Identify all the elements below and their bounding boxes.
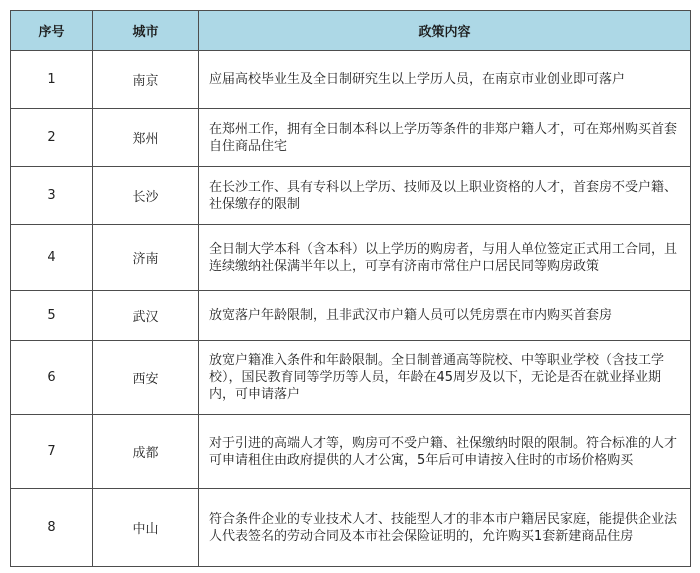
row-no: 1	[11, 51, 93, 109]
row-city: 成都	[93, 415, 199, 489]
table-row	[11, 109, 691, 167]
header-city: 城市	[93, 11, 199, 51]
row-city: 长沙	[93, 167, 199, 225]
row-no: 8	[11, 489, 93, 567]
header-policy: 政策内容	[199, 11, 691, 51]
table-row	[11, 415, 691, 489]
table-row	[11, 225, 691, 291]
row-policy: 对于引进的高端人才等，购房可不受户籍、社保缴纳时限的限制。符合标准的人才可申请租住由政府提供的人才公寓，5年后可申请按入住时的市场价格购买	[199, 415, 691, 489]
table-row	[11, 291, 691, 341]
row-no: 2	[11, 109, 93, 167]
row-policy: 放宽落户年龄限制，且非武汉市户籍人员可以凭房票在市内购买首套房	[199, 291, 691, 341]
row-policy: 放宽户籍准入条件和年龄限制。全日制普通高等院校、中等职业学校（含技工学校），国民教育同等学历等人员，年龄在45周岁及以下，无论是否在就业择业期内，可申请落户	[199, 341, 691, 415]
row-city: 中山	[93, 489, 199, 567]
row-city: 南京	[93, 51, 199, 109]
row-city: 郑州	[93, 109, 199, 167]
row-policy: 应届高校毕业生及全日制研究生以上学历人员，在南京市业创业即可落户	[199, 51, 691, 109]
header-no: 序号	[11, 11, 93, 51]
table-header-row	[11, 11, 691, 51]
table-row	[11, 167, 691, 225]
row-no: 3	[11, 167, 93, 225]
policy-table	[10, 10, 691, 567]
table-row	[11, 51, 691, 109]
table-row	[11, 341, 691, 415]
row-city: 济南	[93, 225, 199, 291]
row-no: 6	[11, 341, 93, 415]
row-policy: 全日制大学本科（含本科）以上学历的购房者，与用人单位签定正式用工合同，且连续缴纳社保满半年以上，可享有济南市常住户口居民同等购房政策	[199, 225, 691, 291]
row-city: 西安	[93, 341, 199, 415]
row-no: 7	[11, 415, 93, 489]
row-policy: 在长沙工作、具有专科以上学历、技师及以上职业资格的人才，首套房不受户籍、社保缴存的限制	[199, 167, 691, 225]
row-city: 武汉	[93, 291, 199, 341]
row-no: 5	[11, 291, 93, 341]
policy-table-container	[10, 10, 690, 565]
row-policy: 在郑州工作，拥有全日制本科以上学历等条件的非郑户籍人才，可在郑州购买首套自住商品住宅	[199, 109, 691, 167]
table-row	[11, 489, 691, 567]
row-policy: 符合条件企业的专业技术人才、技能型人才的非本市户籍居民家庭，能提供企业法人代表签名的劳动合同及本市社会保险证明的，允许购买1套新建商品住房	[199, 489, 691, 567]
row-no: 4	[11, 225, 93, 291]
